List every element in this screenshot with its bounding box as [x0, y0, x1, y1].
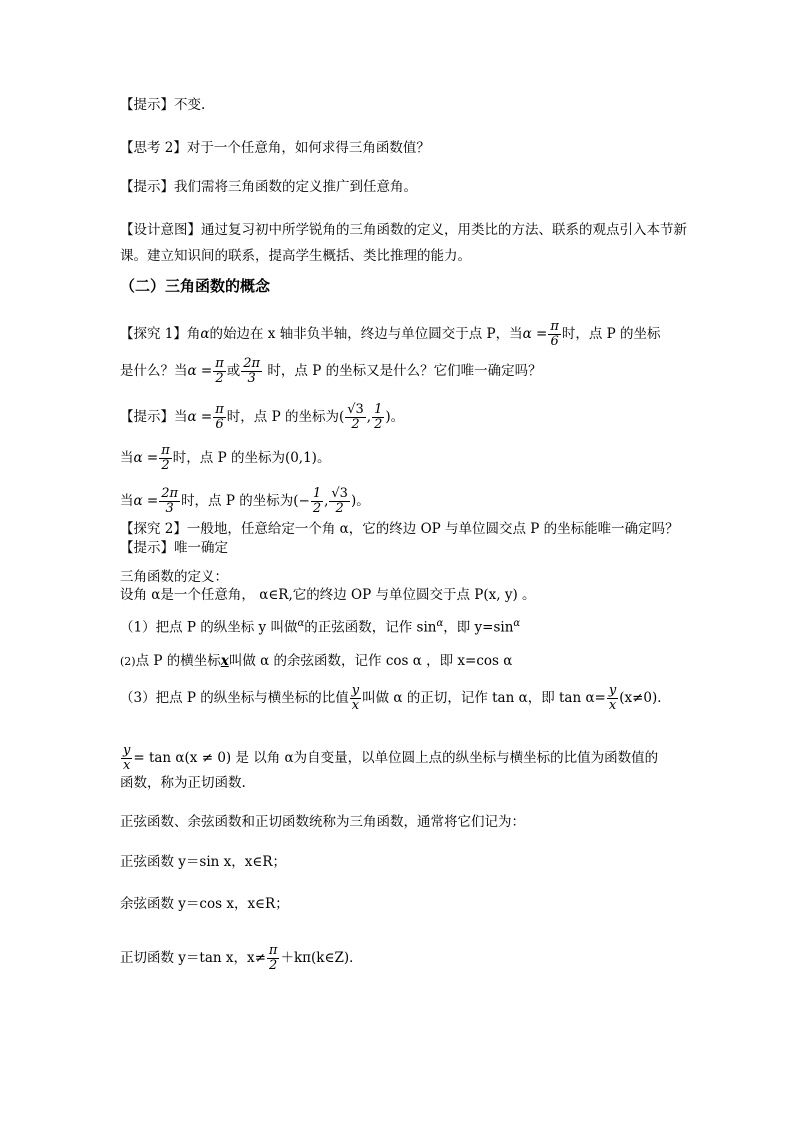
section-heading: （二）三角函数的概念	[120, 277, 271, 295]
def-tangent: （3）把点 P 的纵坐标与横坐标的比值 $\frac{y}{x}$ 叫做 α 的正切，记作 tan α，即 tan α= $\frac{y}{x}$ (x≠0)．	[120, 683, 671, 713]
hint-generalize: 【提示】我们需将三角函数的定义推广到任意角。	[120, 179, 417, 195]
definition-heading: 三角函数的定义：	[120, 569, 228, 585]
tangent-desc-1: $\frac{y}{x}$ = tan α(x ≠ 0) 是 以角 α为自变量，以单位圆上点的纵坐标与横坐标的比值为函数值的	[123, 743, 659, 773]
think-2: 【思考 2】对于一个任意角，如何求得三角函数值？	[120, 140, 430, 156]
hint-pi-6: 【提示】当α = $\frac{\pi}{6}$ 时，点 P 的坐标为( $\frac{√3}{2}$ , $\frac{1}{2}$ )。	[120, 402, 405, 432]
explore-1-line1: 【探究 1】角α的始边在 x 轴非负半轴，终边与单位圆交于点 P，当α = $\frac{\pi}{6}$ 时，点 P 的坐标	[120, 319, 661, 349]
formula-tangent: 正切函数 y＝tan x，x≠ $\frac{\pi}{2}$ ＋kπ(k∈Z)．	[120, 943, 363, 973]
formula-cosine: 余弦函数 y＝cos x，x∈R；	[120, 896, 289, 912]
def-cosine: (2)点 P 的横坐标x叫做 α 的余弦函数，记作 cos α ，即 x=cos α	[120, 653, 513, 669]
hint-2pi-3: 当α = $\frac{2\pi}{3}$ 时，点 P 的坐标为(− $\frac{1}{2}$ , $\frac{√3}{2}$ )。	[120, 486, 370, 516]
hint-unique: 【提示】唯一确定	[120, 540, 228, 556]
frac-pi-6: $\frac{\pi}{6}$	[550, 319, 559, 349]
frac-pi-2: $\frac{\pi}{2}$	[215, 356, 224, 386]
frac-2pi-3: $\frac{2\pi}{3}$	[243, 356, 261, 386]
formula-sine: 正弦函数 y＝sin x，x∈R；	[120, 854, 287, 870]
hint-pi-2: 当α = $\frac{\pi}{2}$ 时，点 P 的坐标为(0,1)。	[120, 443, 331, 473]
def-sine: （1）把点 P 的纵坐标 y 叫做$^\alpha$的正弦函数，记作 $\sin^\alpha$，即 $y=\sin^\alpha$	[120, 618, 521, 636]
summary: 正弦函数、余弦函数和正切函数统称为三角函数，通常将它们记为：	[120, 814, 525, 830]
explore-2: 【探究 2】一般地，任意给定一个角 α，它的终边 OP 与单位圆交点 P 的坐标能唯一确定吗？	[120, 521, 679, 537]
tangent-desc-2: 函数，称为正切函数.	[120, 775, 246, 791]
explore-1-line2: 是什么？当α = $\frac{\pi}{2}$ 或 $\frac{2\pi}{3}$ 时，点 P 的坐标又是什么？它们唯一确定吗？	[120, 356, 542, 386]
definition-setup: 设角 α是一个任意角， α∈R,它的终边 OP 与单位圆交于点 P(x, y) 。	[120, 587, 536, 603]
hint-unchanged: 【提示】不变.	[120, 97, 206, 113]
design-intent: 【设计意图】通过复习初中所学锐角的三角函数的定义，用类比的方法、联系的观点引入本节新课。建立知识间的联系，提高学生概括、类比推理的能力。	[120, 222, 687, 264]
